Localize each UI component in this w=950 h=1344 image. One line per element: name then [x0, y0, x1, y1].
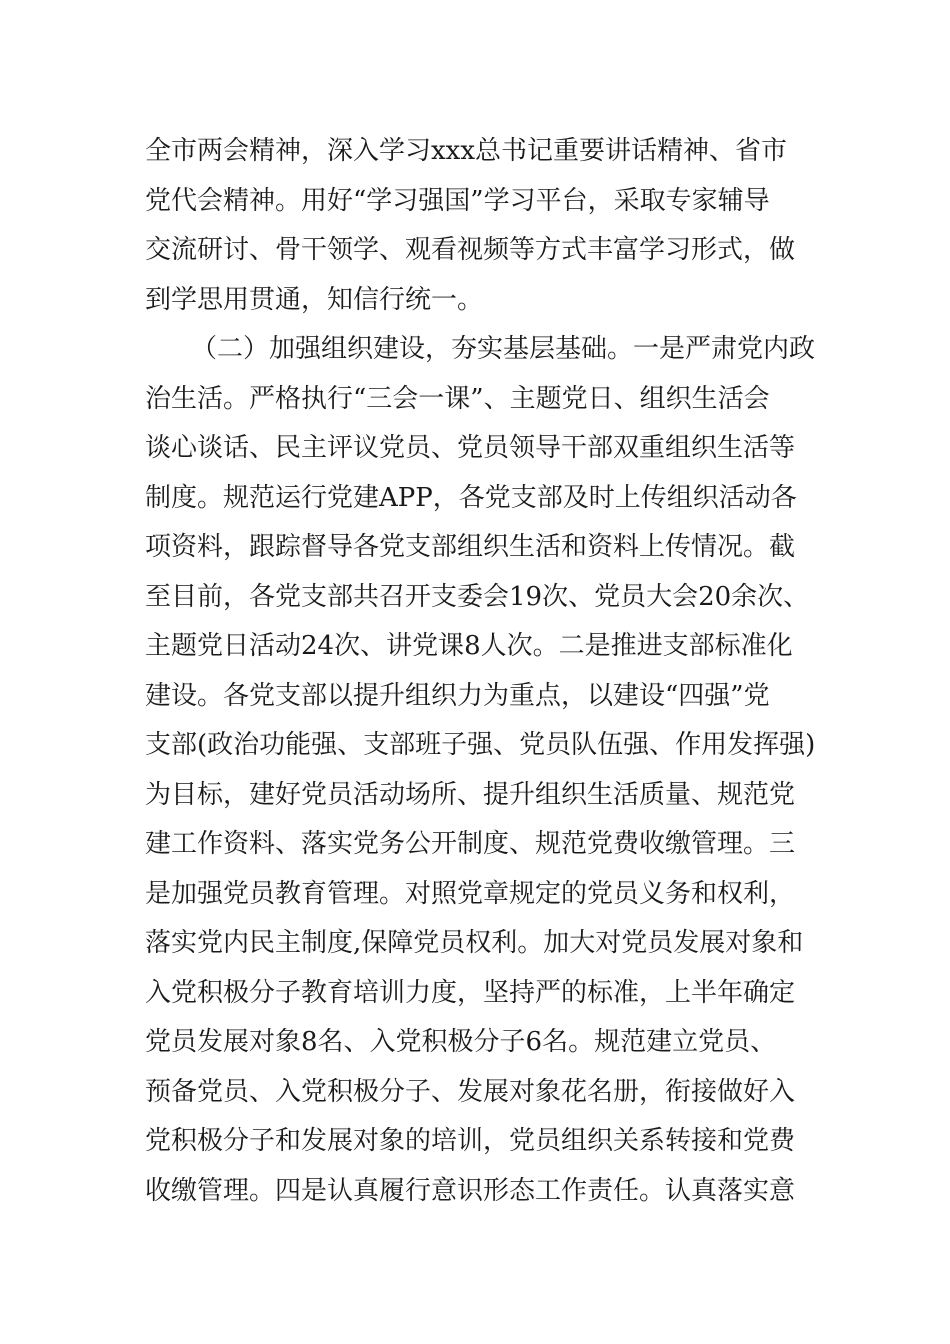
text-line: 收缴管理。四是认真履行意识形态工作责任。认真落实意	[145, 1175, 796, 1206]
text-line: 党代会精神。用好“学习强国”学习平台，采取专家辅导	[145, 185, 770, 216]
text-line: 主题党日活动24次、讲党课8人次。二是推进支部标准化	[145, 631, 793, 661]
text-line: 谈心谈话、民主评议党员、党员领导干部双重组织生活等	[145, 433, 796, 463]
text-line: 制度。规范运行党建APP，各党支部及时上传组织活动各	[145, 482, 797, 513]
paragraph-start-line: （二）加强组织建设，夯实基层基础。一是严肃党内政	[191, 334, 816, 364]
text-line: 党员发展对象8名、入党积极分子6名。规范建立党员、	[145, 1027, 777, 1057]
text-line: 治生活。严格执行“三会一课”、主题党日、组织生活会	[145, 383, 770, 414]
text-line: 到学思用贯通，知信行统一。	[145, 284, 484, 315]
text-line: 落实党内民主制度,保障党员权利。加大对党员发展对象和	[145, 928, 804, 958]
text-line: 全市两会精神，深入学习xxx总书记重要讲话精神、省市	[145, 136, 787, 166]
text-line: 党积极分子和发展对象的培训，党员组织关系转接和党费	[145, 1126, 796, 1156]
text-line: 是加强党员教育管理。对照党章规定的党员义务和权利，	[145, 878, 796, 909]
text-line: 支部(政治功能强、支部班子强、党员队伍强、作用发挥强)	[145, 730, 816, 760]
body-text	[145, 127, 845, 1216]
text-line: 建工作资料、落实党务公开制度、规范党费收缴管理。三	[145, 829, 796, 859]
text-line: 项资料，跟踪督导各党支部组织生活和资料上传情况。截	[145, 532, 796, 562]
text-line: 为目标，建好党员活动场所、提升组织生活质量、规范党	[145, 779, 796, 810]
text-line: 至目前，各党支部共召开支委会19次、党员大会20余次、	[145, 581, 810, 612]
text-line: 建设。各党支部以提升组织力为重点，以建设“四强”党	[145, 680, 770, 711]
text-line: 交流研讨、骨干领学、观看视频等方式丰富学习形式，做	[145, 235, 796, 265]
text-line: 入党积极分子教育培训力度，坚持严的标准，上半年确定	[145, 977, 796, 1008]
text-line: 预备党员、入党积极分子、发展对象花名册，衔接做好入	[145, 1076, 796, 1107]
